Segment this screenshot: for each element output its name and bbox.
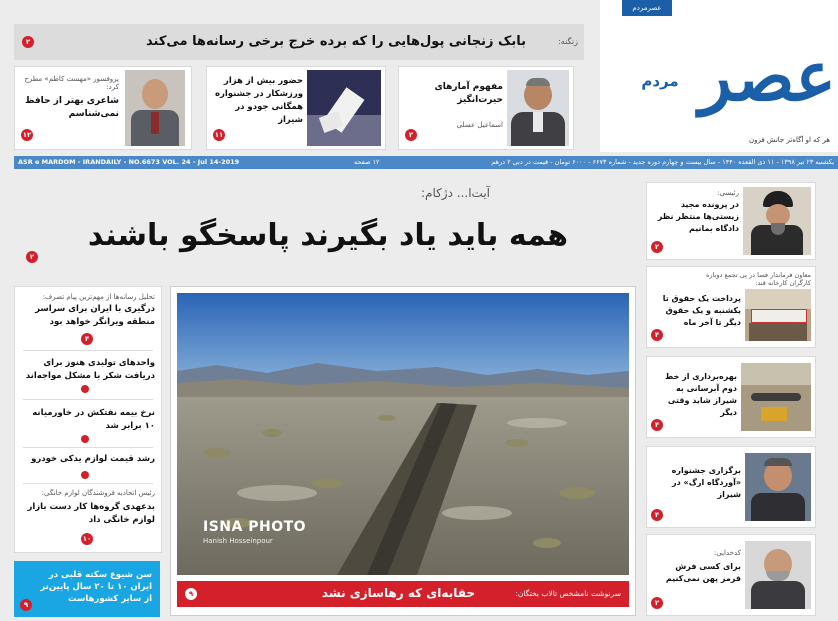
top-banner[interactable]: [14, 24, 584, 60]
teaser-photo: [307, 70, 381, 146]
right-news-card[interactable]: [646, 266, 816, 348]
teaser-card[interactable]: [398, 66, 574, 150]
list-item[interactable]: رشد قیمت لوازم یدکی خودرو: [31, 454, 155, 464]
main-kicker: آیت‌ا... دژکام:: [420, 186, 490, 200]
teaser-kicker: پروفسور «مهست کاظم» مطرح کرد:: [24, 75, 119, 91]
page-badge: ۲: [651, 597, 663, 609]
right-news-card[interactable]: [646, 182, 816, 260]
tagline: هر که او آگاه‌تر جانش فزون: [748, 136, 830, 144]
teaser-author: اسماعیل عسلی: [456, 121, 503, 129]
page-badge: ۴: [651, 419, 663, 431]
masthead-logo-block: [600, 0, 838, 152]
page-badge: ۱۱: [214, 131, 224, 139]
logo-main: عصر: [698, 37, 836, 117]
right-news-card[interactable]: [646, 356, 816, 438]
news-title: برای کسی فرش قرمز پهن نمی‌کنیم: [665, 562, 741, 583]
news-photo: [743, 187, 811, 255]
news-title: پرداخت یک حقوق تا یکشنبه و یک حقوق دیگر تا آخر ماه: [662, 294, 741, 327]
page-badge: ۱۰: [82, 535, 92, 543]
list-item[interactable]: بدعهدی گروه‌ها کار دست بازار لوازم خانگی داد: [27, 502, 155, 525]
page-badge: ۹: [20, 599, 32, 611]
page-badge: ۹: [185, 588, 197, 600]
red-dot-marker: [81, 385, 89, 393]
news-kicker: معاون فرماندار فسا در پی تجمع دوباره کارگران کارخانه قند:: [706, 271, 811, 287]
main-photo-frame: [170, 286, 636, 616]
news-photo: [745, 289, 811, 341]
page-badge: ۴: [651, 509, 663, 521]
teaser-title: مفهوم آمارهای حیرت‌انگیز: [434, 82, 503, 105]
news-kicker: رئیسی:: [717, 189, 739, 197]
news-photo: [741, 363, 811, 431]
caption-headline: حقابه‌ای که رهاسازی نشد: [321, 586, 475, 600]
red-dot-marker: [81, 435, 89, 443]
teaser-photo: [507, 70, 569, 146]
band-pages: ۱۲ صفحه: [354, 158, 380, 166]
band-right: یکشنبه ۲۳ تیر ۱۳۹۸ - ۱۱ ذی القعده ۱۴۴۰ - سال بیست و چهارم دوره جدید - شماره ۶۶۷۳ - ۶۰۰۰ تومان - قیمت در دبی ۲ درهم: [491, 158, 834, 166]
caption-kicker: سرنوشت نامشخص تالاب بختگان:: [515, 589, 621, 598]
divider: [23, 399, 153, 400]
left-news-column: [14, 286, 162, 553]
divider: [23, 350, 153, 351]
list-item[interactable]: درگیری با ایران برای سراسر منطقه ویرانگر خواهد بود: [35, 304, 155, 327]
health-box[interactable]: [14, 561, 160, 617]
page-badge: ۱۲: [22, 131, 32, 139]
main-headline[interactable]: همه باید یاد بگیرند پاسخگو باشند: [87, 218, 568, 253]
teaser-card[interactable]: [14, 66, 192, 150]
photo-credit: Hanish Hosseinpour: [203, 537, 273, 545]
landscape-photo[interactable]: [177, 293, 629, 575]
photo-watermark: ISNA PHOTO: [203, 519, 307, 535]
news-title: برگزاری جشنواره «آوردگاه ارگ» در شیراز: [671, 466, 741, 499]
news-title: در پرونده مجید زیستی‌ها منتظر نظر دادگاه بمانیم: [657, 200, 739, 233]
top-banner-prefix: زنگنه:: [558, 37, 578, 46]
page-badge: ۴: [81, 333, 93, 345]
news-photo: [745, 541, 811, 609]
issue-band: [14, 156, 838, 169]
list-item-kicker: رئیس اتحادیه فروشندگان لوازم خانگی:: [41, 489, 155, 497]
teaser-card[interactable]: [206, 66, 386, 150]
news-kicker: کدخدایی:: [713, 549, 741, 557]
logo-sub: مردم: [641, 72, 679, 90]
news-photo: [745, 453, 811, 521]
divider: [23, 447, 153, 448]
teaser-title: حضور بیش از هزار ورزشکار در جشنواره همگانی جودو در شیراز: [214, 76, 303, 125]
page-badge: ۲: [26, 251, 38, 263]
photo-caption-bar[interactable]: [177, 581, 629, 607]
teaser-photo: [125, 70, 185, 146]
page-badge: ۲: [405, 129, 417, 141]
right-news-card[interactable]: [646, 534, 816, 616]
red-dot-marker: [81, 471, 89, 479]
page-badge: ۴: [651, 329, 663, 341]
right-news-card[interactable]: [646, 446, 816, 528]
corner-badge: عصرمردم: [622, 0, 672, 16]
list-item[interactable]: نرخ بیمه نفتکش در خاورمیانه ۱۰ برابر شد: [32, 408, 155, 431]
list-item-kicker: تحلیل رسانه‌ها از مهم‌ترین پیام تصرف:: [42, 293, 155, 301]
health-box-title: سن شیوع سکته قلبی در ایران ۱۰ تا ۲۰ سال پایین‌تر از سایر کشورهاست: [40, 570, 152, 604]
band-left: ASR e MARDOM - IRANDAILY - NO.6673 VOL. 24 - Jul 14-2019: [18, 158, 240, 166]
news-title: بهره‌برداری از خط دوم آبرسانی به شیراز شاید وقتی دیگر: [665, 372, 737, 417]
page-badge: ۲: [651, 241, 663, 253]
top-banner-headline: بابک زنجانی پول‌هایی را که برده خرج برخی رسانه‌ها می‌کند: [146, 34, 526, 49]
divider: [23, 483, 153, 484]
page-badge: ۲: [22, 36, 34, 48]
list-item[interactable]: واحدهای تولیدی هنوز برای دریافت شکر با مشکل مواجه‌اند: [25, 358, 155, 381]
teaser-title: شاعری بهتر از حافظ نمی‌شناسم: [25, 96, 119, 119]
